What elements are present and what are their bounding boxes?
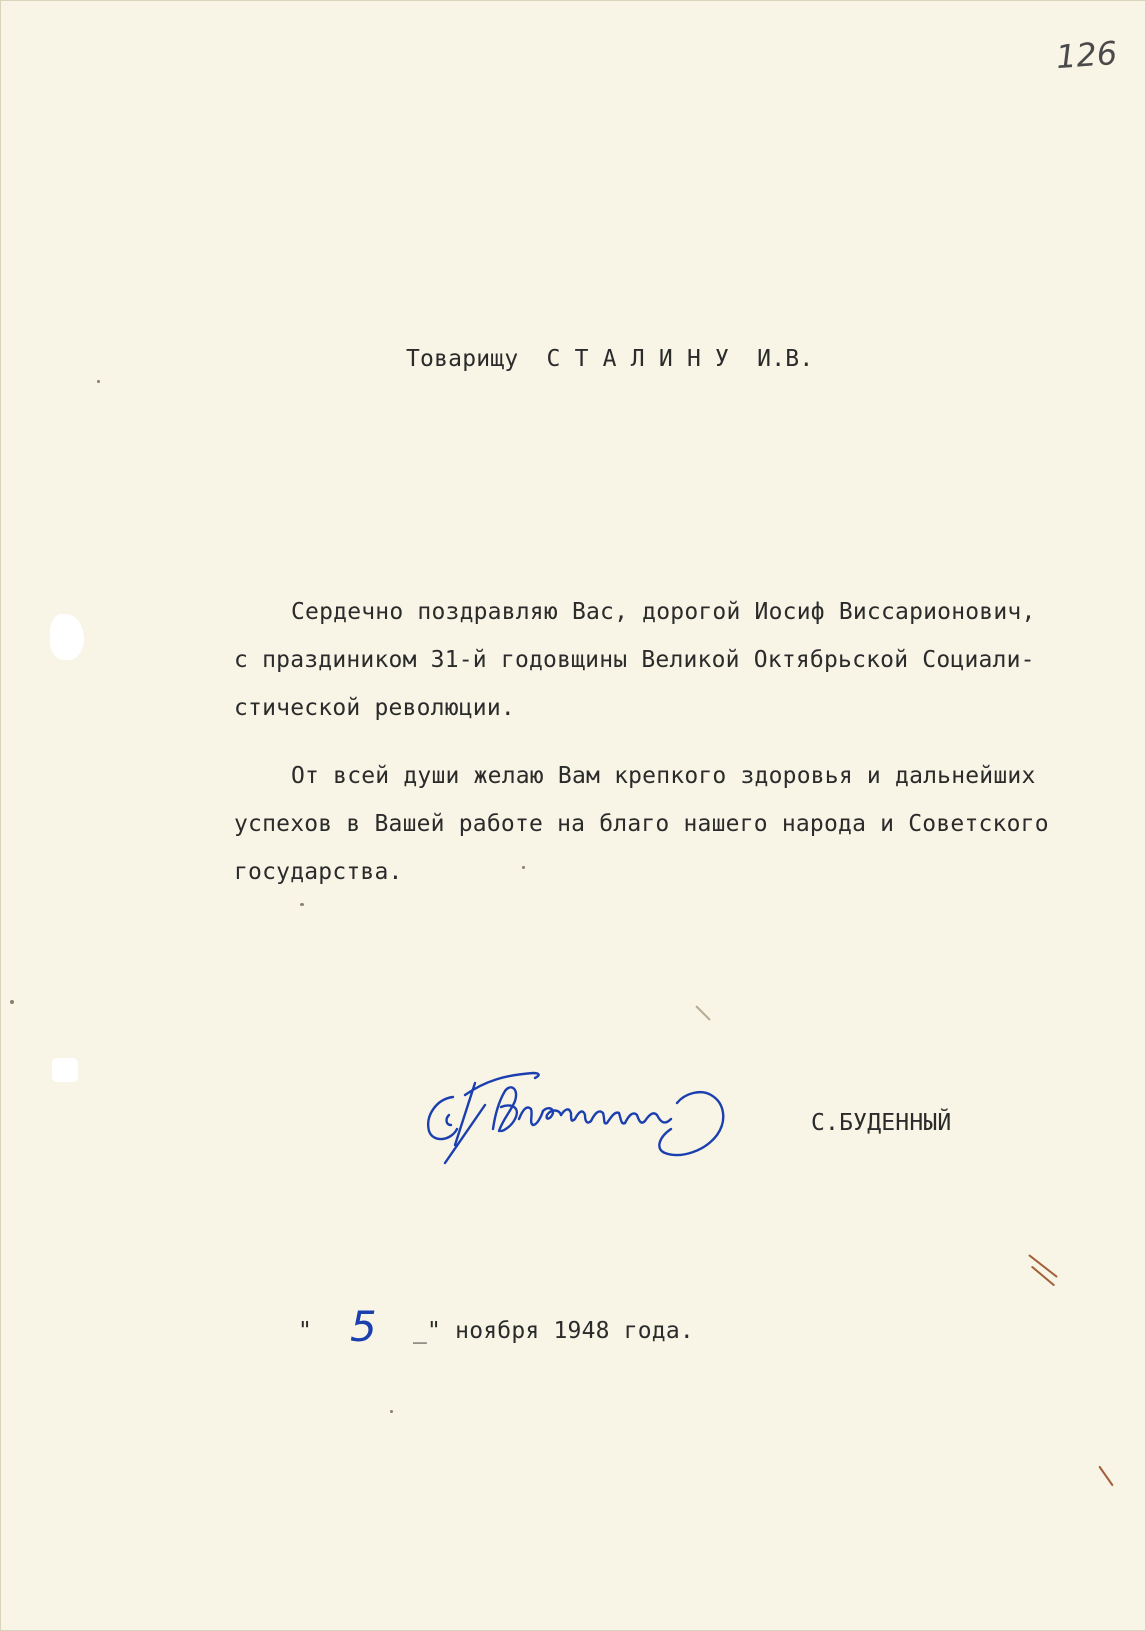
paper-speck — [522, 866, 525, 869]
paper-speck — [300, 903, 304, 906]
paragraph-2-line-1: От всей души желаю Вам крепкого здоровья и дальнейших — [291, 763, 1036, 789]
paper-scratch — [695, 1005, 711, 1021]
paper-scratch — [1098, 1466, 1113, 1487]
punch-hole — [50, 614, 84, 660]
paper-scratch — [1031, 1266, 1055, 1287]
paper-speck — [97, 380, 100, 383]
handwritten-signature — [415, 1045, 785, 1175]
date-day-handwritten: 5 — [350, 1302, 377, 1351]
date-month-year: _" ноября 1948 года. — [413, 1318, 694, 1344]
punch-hole — [52, 1058, 78, 1082]
paragraph-1-line-1: Сердечно поздравляю Вас, дорогой Иосиф Виссарионович, — [291, 599, 1036, 625]
paper-speck — [10, 1000, 14, 1004]
addressee-line: Товарищу С Т А Л И Н У И.В. — [406, 346, 814, 372]
paragraph-1-line-3: стической революции. — [234, 695, 515, 721]
folio-number: 126 — [1054, 33, 1119, 77]
date-open-quote: " — [298, 1318, 313, 1344]
paragraph-1-line-2: с праздиником 31-й годовщины Великой Октябрьской Социали- — [234, 647, 1035, 673]
paper-speck — [390, 1410, 393, 1413]
paragraph-2-line-2: успехов в Вашей работе на благо нашего народа и Советского — [234, 811, 1049, 837]
paragraph-2-line-3: государства. — [234, 859, 403, 885]
typed-signer-name: С.БУДЕННЫЙ — [811, 1110, 952, 1136]
